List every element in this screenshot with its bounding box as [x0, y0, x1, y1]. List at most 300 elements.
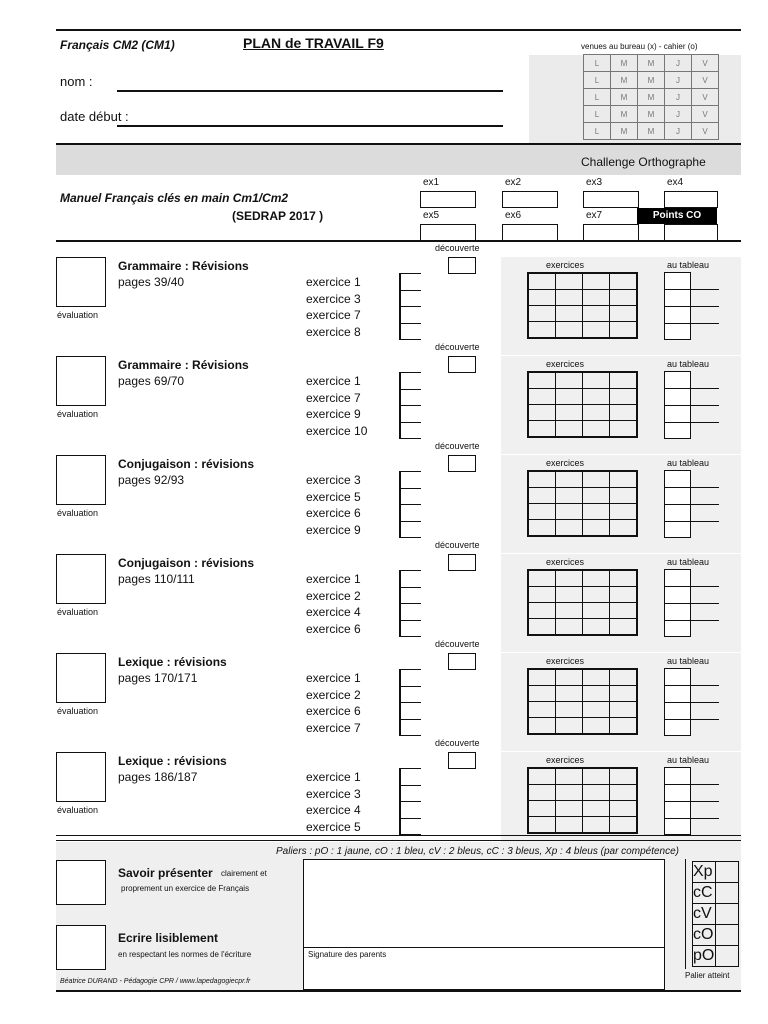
exercise-label: exercice 8 [306, 324, 361, 339]
exercise-check-line[interactable] [399, 719, 421, 720]
exercise-grid-cell[interactable] [556, 273, 583, 290]
exercices-label: exercices [546, 755, 585, 765]
start-date-label: date début : [60, 109, 129, 124]
exercise-grid-cell[interactable] [528, 322, 556, 339]
exercise-grid-cell[interactable] [528, 619, 556, 636]
exercise-grid-cell[interactable] [556, 702, 583, 718]
exercise-grid-cell[interactable] [528, 603, 556, 619]
au-tableau-line[interactable] [664, 784, 719, 785]
exercise-grid-cell[interactable] [556, 471, 583, 488]
venue-cell[interactable]: M [611, 89, 638, 106]
venue-cell[interactable]: M [611, 72, 638, 89]
decouverte-label: découverte [435, 243, 480, 253]
exercise-check-line[interactable] [399, 801, 421, 802]
au-tableau-line[interactable] [664, 504, 719, 505]
venue-cell[interactable]: J [665, 89, 692, 106]
exercise-label: exercice 7 [306, 390, 361, 405]
exercise-check-line[interactable] [399, 669, 421, 670]
exercise-grid-cell[interactable] [528, 669, 556, 686]
decouverte-box[interactable] [448, 455, 476, 472]
au-tableau-label: au tableau [667, 755, 710, 765]
exercise-label: exercice 4 [306, 803, 361, 817]
exercise-check-line[interactable] [399, 537, 421, 538]
venue-cell[interactable]: J [665, 123, 692, 140]
exercise-check-line[interactable] [399, 702, 421, 703]
exercise-grid-cell[interactable] [610, 686, 638, 702]
exercise-check-line[interactable] [399, 339, 421, 340]
decouverte-label: découverte [435, 639, 480, 649]
exercise-label: exercice 1 [306, 572, 361, 586]
venue-cell[interactable]: V [692, 89, 719, 106]
section-title: Conjugaison : révisions [118, 457, 255, 471]
level-label: cO [693, 925, 716, 946]
name-label: nom : [60, 74, 93, 89]
exercise-check-line[interactable] [399, 603, 421, 604]
exercise-grid-cell[interactable] [528, 686, 556, 702]
exercise-check-line[interactable] [399, 488, 421, 489]
exercise-grid-cell[interactable] [610, 570, 638, 587]
exercise-grid-cell[interactable] [583, 768, 610, 785]
exercise-grid-cell[interactable] [583, 520, 610, 537]
exercices-label: exercices [546, 656, 585, 666]
exercise-grid-cell[interactable] [556, 817, 583, 834]
exercise-grid-cell[interactable] [610, 322, 638, 339]
exercise-label: exercice 2 [306, 588, 361, 603]
exercise-grid-cell[interactable] [583, 785, 610, 801]
au-tableau-line[interactable] [664, 719, 719, 720]
exercise-grid-cell[interactable] [556, 587, 583, 603]
venue-cell[interactable]: J [665, 55, 692, 72]
exercise-grid-cell[interactable] [583, 322, 610, 339]
au-tableau-line[interactable] [664, 405, 719, 406]
exercise-check-line[interactable] [399, 636, 421, 637]
savoir-presenter-checkbox[interactable] [56, 860, 106, 905]
exercise-label: exercice 7 [306, 308, 361, 322]
level-checkbox[interactable] [716, 925, 739, 946]
challenge-ex2-box[interactable] [502, 191, 558, 208]
exercise-grid-cell[interactable] [610, 520, 638, 537]
ecrire-lisiblement-title: Ecrire lisiblement [118, 931, 219, 945]
au-tableau-line[interactable] [664, 306, 719, 307]
start-date-line[interactable] [117, 125, 503, 127]
venues-grid[interactable] [583, 54, 719, 140]
exercise-grid-cell[interactable] [583, 471, 610, 488]
exercise-grid-cell[interactable] [610, 471, 638, 488]
exercise-grid-cell[interactable] [528, 768, 556, 785]
exercise-label: exercice 3 [306, 291, 361, 306]
exercise-grid-cell[interactable] [528, 306, 556, 322]
exercise-check-line[interactable] [399, 306, 421, 307]
evaluation-label: évaluation [57, 607, 99, 617]
exercices-label: exercices [546, 260, 585, 270]
exercise-grid-cell[interactable] [583, 421, 610, 438]
level-checkbox[interactable] [716, 946, 739, 967]
challenge-rule [56, 240, 741, 242]
exercise-label: exercice 1 [306, 275, 361, 289]
exercise-grid[interactable] [527, 668, 638, 735]
venue-cell[interactable]: L [584, 123, 611, 140]
sections-rule-1 [56, 835, 741, 836]
section-pages: pages 110/111 [118, 572, 195, 586]
exercise-check-line[interactable] [399, 438, 421, 439]
exercise-grid-cell[interactable] [556, 603, 583, 619]
exercise-grid[interactable] [527, 470, 638, 537]
exercise-grid-cell[interactable] [610, 702, 638, 718]
exercise-grid-cell[interactable] [556, 520, 583, 537]
venue-cell[interactable]: V [692, 106, 719, 123]
exercise-grid-cell[interactable] [556, 421, 583, 438]
exercise-check-line[interactable] [399, 273, 421, 274]
exercise-grid-cell[interactable] [583, 702, 610, 718]
exercise-grid-cell[interactable] [610, 273, 638, 290]
venue-cell[interactable]: V [692, 55, 719, 72]
exercise-grid-cell[interactable] [528, 273, 556, 290]
section-title: Lexique : révisions [118, 754, 227, 768]
exercise-grid-cell[interactable] [556, 322, 583, 339]
venue-cell[interactable]: M [638, 123, 665, 140]
au-tableau-label: au tableau [667, 656, 710, 666]
venue-cell[interactable]: M [611, 55, 638, 72]
exercices-label: exercices [546, 359, 585, 369]
exercise-grid-cell[interactable] [556, 785, 583, 801]
level-checkbox[interactable] [716, 883, 739, 904]
venues-label: venues au bureau (x) - cahier (o) [581, 42, 698, 51]
level-label: Xp [693, 862, 716, 883]
au-tableau-label: au tableau [667, 260, 710, 270]
evaluation-box[interactable] [56, 257, 106, 307]
exercise-grid-cell[interactable] [610, 372, 638, 389]
exercise-grid-cell[interactable] [556, 718, 583, 735]
challenge-ex2-label: ex2 [505, 177, 522, 188]
exercise-grid-cell[interactable] [610, 290, 638, 306]
exercise-grid-cell[interactable] [556, 306, 583, 322]
venue-cell[interactable]: J [665, 106, 692, 123]
challenge-ex3-box[interactable] [583, 191, 639, 208]
challenge-ex1-box[interactable] [420, 191, 476, 208]
level-label: pO [693, 946, 716, 967]
venue-cell[interactable]: L [584, 72, 611, 89]
exercise-grid-cell[interactable] [583, 273, 610, 290]
exercise-label: exercice 4 [306, 605, 361, 619]
exercise-grid-cell[interactable] [583, 504, 610, 520]
comments-box[interactable] [303, 859, 665, 990]
exercise-grid-cell[interactable] [583, 290, 610, 306]
challenge-ex7-label: ex7 [586, 210, 603, 221]
exercise-grid[interactable] [527, 767, 638, 834]
palier-label: Palier atteint [685, 971, 730, 980]
evaluation-label: évaluation [57, 805, 99, 815]
manual-title: Manuel Français clés en main Cm1/Cm2 [60, 191, 289, 205]
section-pages: pages 186/187 [118, 770, 198, 784]
exercise-grid-cell[interactable] [556, 405, 583, 421]
au-tableau-line[interactable] [664, 422, 719, 423]
venue-cell[interactable]: M [611, 106, 638, 123]
exercise-grid-cell[interactable] [610, 669, 638, 686]
paliers-text: Paliers : pO : 1 jaune, cO : 1 bleu, cV : 2 bleus, cC : 3 bleus, Xp : 4 bleus (par compétence) [276, 846, 679, 857]
section-title: Grammaire : Révisions [118, 259, 249, 273]
au-tableau-line[interactable] [664, 487, 719, 488]
exercise-grid-cell[interactable] [556, 570, 583, 587]
challenge-ex4-box[interactable] [664, 191, 718, 208]
ecrire-lisiblement-desc: en respectant les normes de l'écriture [118, 950, 252, 959]
exercise-grid-cell[interactable] [528, 587, 556, 603]
venue-cell[interactable]: V [692, 72, 719, 89]
au-tableau-line[interactable] [664, 801, 719, 802]
au-tableau-line[interactable] [664, 702, 719, 703]
decouverte-label: découverte [435, 342, 480, 352]
exercise-check-line[interactable] [399, 818, 421, 819]
exercise-check-line[interactable] [399, 587, 421, 588]
exercise-grid-cell[interactable] [528, 504, 556, 520]
exercise-check-line[interactable] [399, 422, 421, 423]
exercise-grid-cell[interactable] [528, 718, 556, 735]
challenge-ex4-label: ex4 [667, 177, 684, 188]
exercise-check-line[interactable] [399, 405, 421, 406]
exercise-grid-cell[interactable] [583, 801, 610, 817]
exercise-grid-cell[interactable] [556, 372, 583, 389]
exercise-grid-cell[interactable] [528, 801, 556, 817]
exercise-grid-cell[interactable] [528, 520, 556, 537]
bottom-rule [56, 990, 741, 992]
au-tableau-line[interactable] [664, 388, 719, 389]
challenge-ex5-box[interactable] [420, 224, 476, 241]
au-tableau-label: au tableau [667, 458, 710, 468]
venue-cell[interactable]: V [692, 123, 719, 140]
decouverte-label: découverte [435, 738, 480, 748]
evaluation-label: évaluation [57, 310, 99, 320]
challenge-title: Challenge Orthographe [581, 155, 706, 169]
exercise-grid-cell[interactable] [610, 587, 638, 603]
au-tableau-line[interactable] [664, 521, 719, 522]
venue-cell[interactable]: J [665, 72, 692, 89]
exercise-grid-cell[interactable] [583, 669, 610, 686]
savoir-presenter-title: Savoir présenter [118, 866, 213, 880]
exercise-grid-cell[interactable] [610, 817, 638, 834]
section-pages: pages 69/70 [118, 374, 185, 388]
evaluation-label: évaluation [57, 409, 99, 419]
exercise-label: exercice 6 [306, 704, 361, 718]
exercise-check-line[interactable] [399, 389, 421, 390]
sections-rule-2 [56, 840, 741, 841]
exercise-grid-cell[interactable] [556, 504, 583, 520]
exercise-label: exercice 7 [306, 720, 361, 735]
challenge-ex5-label: ex5 [423, 210, 440, 221]
name-line[interactable] [117, 90, 503, 92]
au-tableau-line[interactable] [664, 289, 719, 290]
venue-cell[interactable]: M [638, 72, 665, 89]
exercise-grid-cell[interactable] [583, 570, 610, 587]
evaluation-box[interactable] [56, 554, 106, 604]
exercise-check-line[interactable] [399, 570, 421, 571]
exercise-grid[interactable] [527, 569, 638, 636]
exercise-grid-cell[interactable] [583, 389, 610, 405]
exercise-grid-cell[interactable] [610, 785, 638, 801]
exercise-grid-cell[interactable] [528, 389, 556, 405]
level-checkbox[interactable] [716, 862, 739, 883]
exercise-grid-cell[interactable] [610, 421, 638, 438]
exercise-grid-cell[interactable] [528, 702, 556, 718]
exercise-grid-cell[interactable] [610, 801, 638, 817]
signature-divider [303, 947, 665, 948]
challenge-ex3-label: ex3 [586, 177, 603, 188]
exercise-grid[interactable] [527, 371, 638, 438]
exercise-grid-cell[interactable] [528, 488, 556, 504]
exercise-grid-cell[interactable] [583, 619, 610, 636]
exercise-check-line[interactable] [399, 785, 421, 786]
venue-cell[interactable]: M [611, 123, 638, 140]
exercise-grid-cell[interactable] [610, 768, 638, 785]
exercise-grid-cell[interactable] [528, 405, 556, 421]
exercise-grid-cell[interactable] [528, 372, 556, 389]
savoir-presenter-desc-2: proprement un exercice de Français [121, 884, 250, 893]
exercise-grid-cell[interactable] [556, 290, 583, 306]
levels-divider [685, 859, 686, 969]
evaluation-label: évaluation [57, 706, 99, 716]
exercise-grid-cell[interactable] [556, 669, 583, 686]
exercise-grid-cell[interactable] [583, 817, 610, 834]
levels-grid[interactable] [692, 861, 739, 967]
decouverte-box[interactable] [448, 356, 476, 373]
decouverte-box[interactable] [448, 752, 476, 769]
venue-cell[interactable]: L [584, 89, 611, 106]
exercise-grid-cell[interactable] [610, 405, 638, 421]
evaluation-box[interactable] [56, 455, 106, 505]
challenge-ex6-label: ex6 [505, 210, 522, 221]
exercise-label: exercice 2 [306, 687, 361, 702]
section-title: Conjugaison : révisions [118, 556, 255, 570]
exercices-label: exercices [546, 557, 585, 567]
exercise-check-line[interactable] [399, 323, 421, 324]
exercise-label: exercice 3 [306, 473, 361, 487]
section-title: Lexique : révisions [118, 655, 227, 669]
exercise-label: exercice 9 [306, 522, 361, 537]
venue-cell[interactable]: M [638, 55, 665, 72]
exercise-check-line[interactable] [399, 504, 421, 505]
exercise-grid-cell[interactable] [556, 619, 583, 636]
exercise-grid-cell[interactable] [610, 718, 638, 735]
exercise-grid-cell[interactable] [610, 389, 638, 405]
points-co-label: Points CO [637, 208, 717, 224]
au-tableau-line[interactable] [664, 620, 719, 621]
exercise-grid-cell[interactable] [528, 785, 556, 801]
exercise-grid-cell[interactable] [583, 686, 610, 702]
exercise-grid-cell[interactable] [610, 306, 638, 322]
exercise-label: exercice 5 [306, 489, 361, 504]
exercise-grid-cell[interactable] [583, 488, 610, 504]
exercise-label: exercice 1 [306, 374, 361, 388]
exercise-check-line[interactable] [399, 372, 421, 373]
decouverte-box[interactable] [448, 257, 476, 274]
section-pages: pages 39/40 [118, 275, 185, 289]
exercise-grid-cell[interactable] [610, 603, 638, 619]
exercise-grid-cell[interactable] [610, 504, 638, 520]
exercise-grid-cell[interactable] [583, 603, 610, 619]
exercise-grid-cell[interactable] [528, 570, 556, 587]
ecrire-lisiblement-checkbox[interactable] [56, 925, 106, 970]
exercise-grid-cell[interactable] [528, 471, 556, 488]
exercise-check-line[interactable] [399, 686, 421, 687]
exercise-label: exercice 9 [306, 407, 361, 421]
exercise-grid-cell[interactable] [556, 686, 583, 702]
credit-text: Béatrice DURAND - Pédagogie CPR / www.lapedagogiecpr.fr [60, 978, 251, 985]
subject-label: Français CM2 (CM1) [60, 38, 175, 52]
exercise-grid-cell[interactable] [528, 421, 556, 438]
level-checkbox[interactable] [716, 904, 739, 925]
exercise-grid-cell[interactable] [528, 817, 556, 834]
decouverte-label: découverte [435, 540, 480, 550]
challenge-ex1-label: ex1 [423, 177, 440, 188]
evaluation-box[interactable] [56, 752, 106, 802]
venue-cell[interactable]: M [638, 89, 665, 106]
evaluation-label: évaluation [57, 508, 99, 518]
top-rule [56, 29, 741, 31]
points-co-box[interactable] [664, 224, 718, 241]
exercise-grid[interactable] [527, 272, 638, 339]
level-label: cV [693, 904, 716, 925]
signature-label: Signature des parents [308, 950, 387, 959]
section-pages: pages 170/171 [118, 671, 198, 685]
venue-cell[interactable]: M [638, 106, 665, 123]
evaluation-box[interactable] [56, 356, 106, 406]
decouverte-box[interactable] [448, 653, 476, 670]
exercise-check-line[interactable] [399, 471, 421, 472]
exercise-grid-cell[interactable] [556, 488, 583, 504]
exercise-grid-cell[interactable] [556, 389, 583, 405]
exercise-check-line[interactable] [399, 620, 421, 621]
au-tableau-label: au tableau [667, 557, 710, 567]
exercise-label: exercice 5 [306, 819, 361, 834]
decouverte-box[interactable] [448, 554, 476, 571]
section-pages: pages 92/93 [118, 473, 185, 487]
exercise-check-line[interactable] [399, 768, 421, 769]
venue-cell[interactable]: L [584, 106, 611, 123]
exercise-check-line[interactable] [399, 290, 421, 291]
exercise-check-line[interactable] [399, 735, 421, 736]
exercise-label: exercice 10 [306, 423, 368, 438]
au-tableau-line[interactable] [664, 685, 719, 686]
exercices-label: exercices [546, 458, 585, 468]
exercise-grid-cell[interactable] [583, 718, 610, 735]
level-label: cC [693, 883, 716, 904]
section-title: Grammaire : Révisions [118, 358, 249, 372]
exercise-label: exercice 1 [306, 671, 361, 685]
au-tableau-line[interactable] [664, 323, 719, 324]
exercise-label: exercice 6 [306, 621, 361, 636]
savoir-presenter-desc-1: clairement et [221, 869, 267, 878]
page-title: PLAN de TRAVAIL F9 [243, 35, 384, 51]
au-tableau-line[interactable] [664, 818, 719, 819]
exercise-grid-cell[interactable] [583, 587, 610, 603]
exercise-grid-cell[interactable] [583, 306, 610, 322]
exercise-grid-cell[interactable] [556, 768, 583, 785]
challenge-ex6-box[interactable] [502, 224, 558, 241]
exercise-label: exercice 3 [306, 786, 361, 801]
exercise-check-line[interactable] [399, 521, 421, 522]
exercise-grid-cell[interactable] [583, 405, 610, 421]
exercise-grid-cell[interactable] [610, 619, 638, 636]
exercise-grid-cell[interactable] [528, 290, 556, 306]
challenge-ex7-box[interactable] [583, 224, 639, 241]
evaluation-box[interactable] [56, 653, 106, 703]
au-tableau-line[interactable] [664, 586, 719, 587]
exercise-grid-cell[interactable] [556, 801, 583, 817]
exercise-grid-cell[interactable] [583, 372, 610, 389]
venue-cell[interactable]: L [584, 55, 611, 72]
au-tableau-line[interactable] [664, 603, 719, 604]
exercise-grid-cell[interactable] [610, 488, 638, 504]
manual-publisher: (SEDRAP 2017 ) [232, 209, 324, 223]
exercise-label: exercice 6 [306, 506, 361, 520]
